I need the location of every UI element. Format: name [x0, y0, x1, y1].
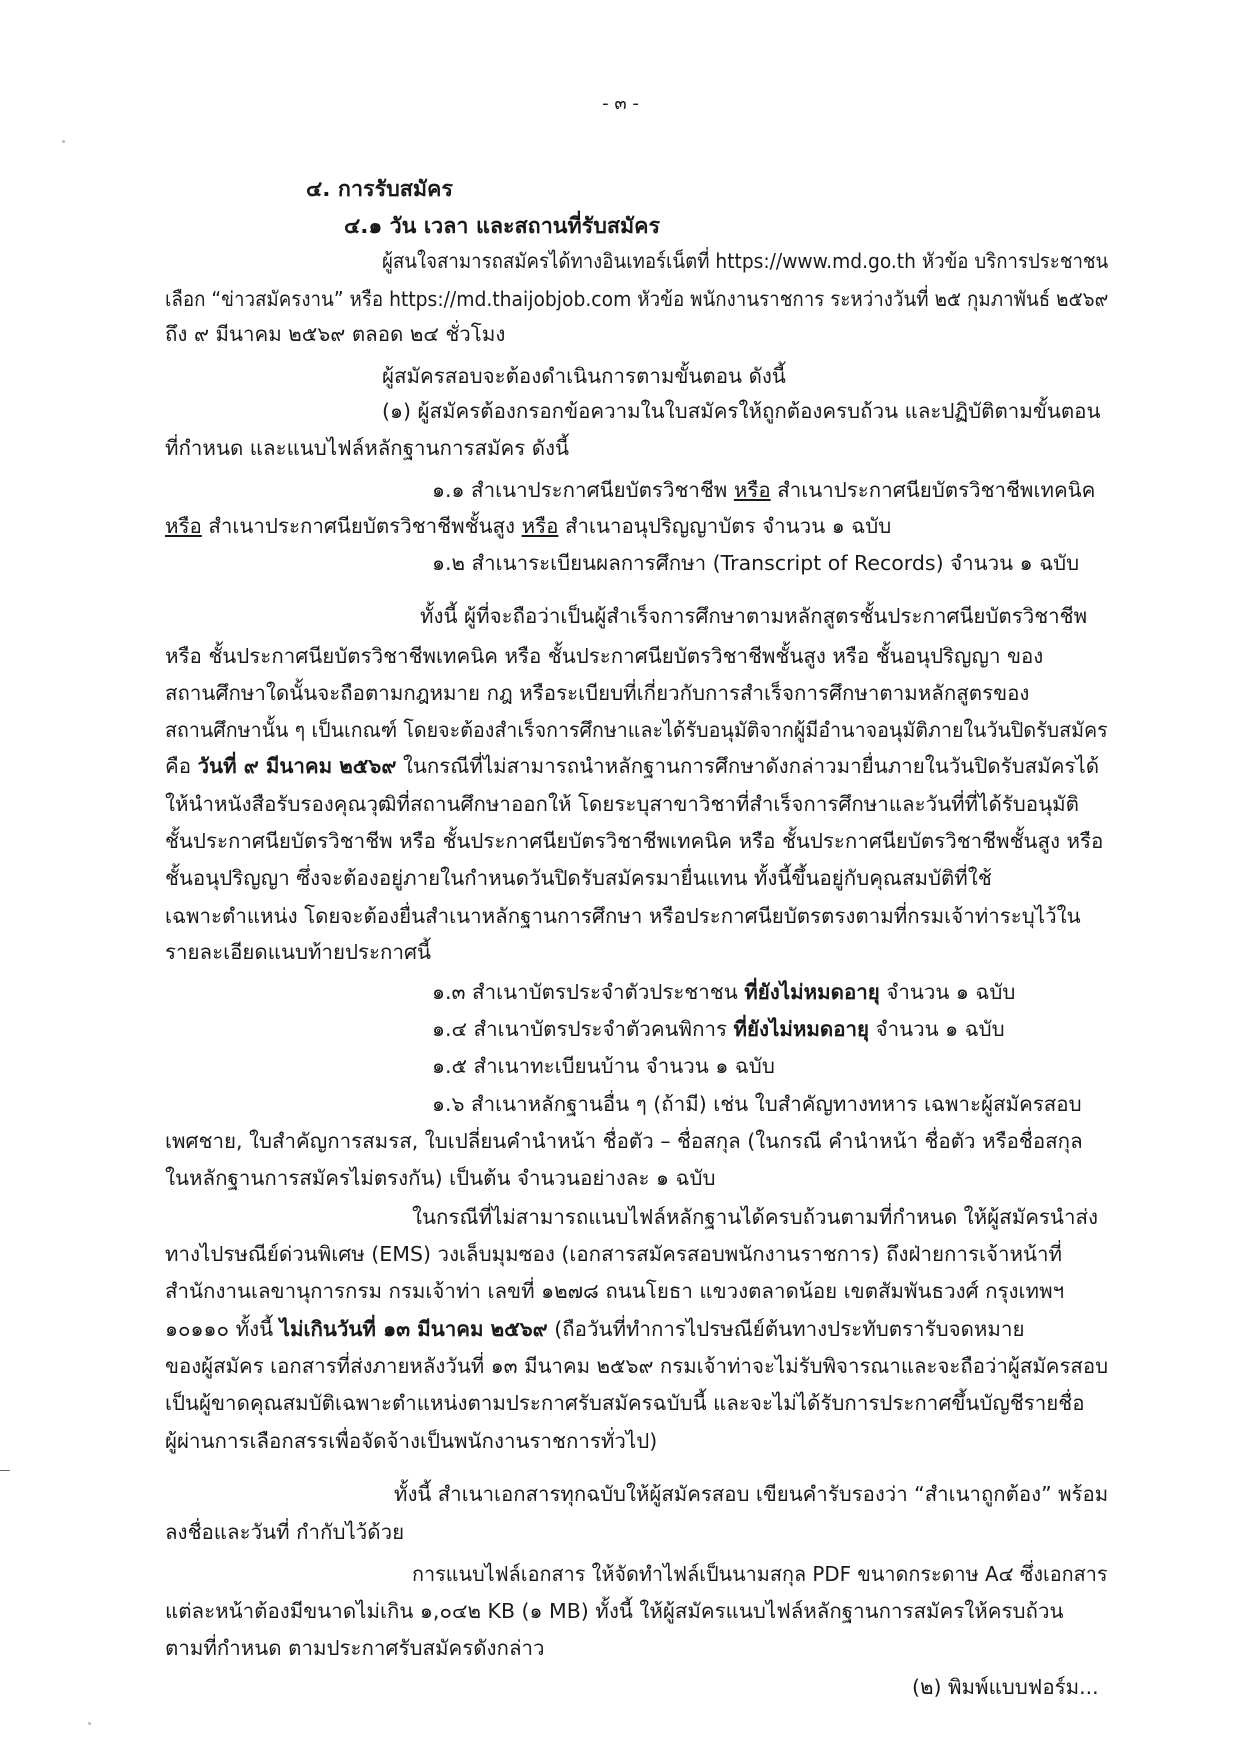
grad-line-6: ให้นำหนังสือรับรองคุณวุฒิที่สถานศึกษาออกให้ โดยระบุสาขาวิชาที่สำเร็จการศึกษาและวันที่ที่ได้รับอนุมัติ — [165, 792, 1079, 816]
ems-line-6: เป็นผู้ขาดคุณสมบัติเฉพาะตำแหน่งตามประกาศรับสมัครฉบับนี้ และจะไม่ได้รับการประกาศขึ้นบัญชีรายชื่อ — [165, 1391, 1085, 1415]
grad-line-5-a: คือ — [165, 754, 198, 778]
ems-line-1: ในกรณีที่ไม่สามารถแนบไฟล์หลักฐานได้ครบถ้วนตามที่กำหนด ให้ผู้สมัครนำส่ง — [412, 1205, 1098, 1229]
grad-line-8: ชั้นอนุปริญญา ซึ่งจะต้องอยู่ภายในกำหนดวันปิดรับสมัครมายื่นแทน ทั้งนี้ขึ้นอยู่กับคุณสมบัติที่ใช้ — [165, 866, 992, 890]
file-line-2: แต่ละหน้าต้องมีขนาดไม่เกิน ๑,๐๔๒ KB (๑ MB) ทั้งนี้ ให้ผู้สมัครแนบไฟล์หลักฐานการสมัครให้ครบถ้วน — [165, 1599, 1064, 1623]
ems-line-7: ผู้ผ่านการเลือกสรรเพื่อจัดจ้างเป็นพนักงานราชการทั่วไป) — [165, 1429, 658, 1453]
grad-line-9: เฉพาะตำแหน่ง โดยจะต้องยื่นสำเนาหลักฐานการศึกษา หรือประกาศนียบัตรตรงตามที่กรมเจ้าท่าระบุไว้ใน — [165, 904, 1081, 928]
intro-line-2: เลือก “ข่าวสมัครงาน” หรือ https://md.thaijobjob.com หัวข้อ พนักงานราชการ ระหว่างวันที่ ๒๕ กุมภาพันธ์ ๒๕๖๙ — [165, 287, 1109, 311]
page-number: - ๓ - — [602, 93, 639, 114]
file-line-3: ตามที่กำหนด ตามประกาศรับสมัครดังกล่าว — [165, 1636, 545, 1660]
continuation-note: (๒) พิมพ์แบบฟอร์ม... — [912, 1675, 1099, 1699]
grad-line-3: สถานศึกษาใดนั้นจะถือตามกฎหมาย กฎ หรือระเบียบที่เกี่ยวกับการสำเร็จการศึกษาตามหลักสูตรของ — [165, 681, 1030, 705]
scan-edge-mark — [0, 1470, 10, 1471]
item-1-6-line-1: ๑.๖ สำเนาหลักฐานอื่น ๆ (ถ้ามี) เช่น ใบสำคัญทางทหาร เฉพาะผู้สมัครสอบ — [432, 1092, 1082, 1116]
scan-speck — [62, 140, 65, 143]
item-1-3-c: จำนวน ๑ ฉบับ — [879, 980, 1016, 1004]
grad-line-5-c: ในกรณีที่ไม่สามารถนำหลักฐานการศึกษาดังกล่าวมายื่นภายในวันปิดรับสมัครได้ — [396, 754, 1100, 778]
item-1-1-or-1: หรือ — [733, 478, 771, 502]
step1-line-2: ที่กำหนด และแนบไฟล์หลักฐานการสมัคร ดังนี้ — [165, 436, 570, 460]
intro-line-1: ผู้สนใจสามารถสมัครได้ทางอินเทอร์เน็ตที่ https://www.md.go.th หัวข้อ บริการประชาชน — [382, 249, 1109, 273]
grad-line-5 — [165, 752, 1099, 780]
grad-line-1: ทั้งนี้ ผู้ที่จะถือว่าเป็นผู้สำเร็จการศึกษาตามหลักสูตรชั้นประกาศนียบัตรวิชาชีพ — [420, 604, 1088, 628]
ems-line-5: ของผู้สมัคร เอกสารที่ส่งภายหลังวันที่ ๑๓ มีนาคม ๒๕๖๙ กรมเจ้าท่าจะไม่รับพิจารณาและจะถือว่าผู้สมัครสอบ — [165, 1354, 1109, 1378]
ems-deadline: ไม่เกินวันที่ ๑๓ มีนาคม ๒๕๖๙ — [279, 1317, 548, 1341]
ems-line-3: สำนักงานเลขานุการกรม กรมเจ้าท่า เลขที่ ๑๒๗๘ ถนนโยธา แขวงตลาดน้อย เขตสัมพันธวงศ์ กรุงเทพฯ — [165, 1279, 1065, 1303]
item-1-1-text-c: สำเนาประกาศนียบัตรวิชาชีพชั้นสูง — [201, 514, 522, 538]
item-1-4-c: จำนวน ๑ ฉบับ — [869, 1017, 1005, 1041]
item-1-3 — [432, 978, 1015, 1006]
grad-line-10: รายละเอียดแนบท้ายประกาศนี้ — [165, 940, 432, 964]
item-1-3-b: ที่ยังไม่หมดอายุ — [744, 980, 880, 1004]
certify-line-2: ลงชื่อและวันที่ กำกับไว้ด้วย — [165, 1520, 405, 1544]
ems-line-4-a: ๑๐๑๑๐ ทั้งนี้ — [165, 1317, 280, 1341]
certify-line-1: ทั้งนี้ สำเนาเอกสารทุกฉบับให้ผู้สมัครสอบ เขียนคำรับรองว่า “สำเนาถูกต้อง” พร้อม — [394, 1482, 1109, 1506]
item-1-4-a: ๑.๔ สำเนาบัตรประจำตัวคนพิการ — [432, 1017, 734, 1041]
item-1-1-line-1 — [432, 476, 1095, 504]
ems-line-4 — [165, 1315, 1024, 1343]
step1-line-1: (๑) ผู้สมัครต้องกรอกข้อความในใบสมัครให้ถูกต้องครบถ้วน และปฏิบัติตามขั้นตอน — [382, 399, 1101, 423]
item-1-1-text-b: สำเนาประกาศนียบัตรวิชาชีพเทคนิค — [770, 478, 1096, 502]
item-1-5: ๑.๕ สำเนาทะเบียนบ้าน จำนวน ๑ ฉบับ — [432, 1054, 775, 1078]
item-1-3-a: ๑.๓ สำเนาบัตรประจำตัวประชาชน — [432, 980, 745, 1004]
ems-line-2: ทางไปรษณีย์ด่วนพิเศษ (EMS) วงเล็บมุมซอง (เอกสารสมัครสอบพนักงานราชการ) ถึงฝ่ายการเจ้าหน้าที่ — [165, 1242, 1063, 1266]
subsection-title: ๔.๑ วัน เวลา และสถานที่รับสมัคร — [344, 214, 661, 239]
intro-line-3: ถึง ๙ มีนาคม ๒๕๖๙ ตลอด ๒๔ ชั่วโมง — [165, 322, 506, 346]
item-1-1-line-2 — [165, 512, 891, 540]
steps-intro: ผู้สมัครสอบจะต้องดำเนินการตามขั้นตอน ดังนี้ — [382, 364, 786, 388]
item-1-1-or-3: หรือ — [521, 514, 559, 538]
item-1-1-text-a: ๑.๑ สำเนาประกาศนียบัตรวิชาชีพ — [432, 478, 734, 502]
ems-line-4-c: (ถือวันที่ทำการไปรษณีย์ต้นทางประทับตรารับจดหมาย — [547, 1317, 1025, 1341]
grad-line-7: ชั้นประกาศนียบัตรวิชาชีพ หรือ ชั้นประกาศนียบัตรวิชาชีพเทคนิค หรือ ชั้นประกาศนียบัตรวิชาชีพชั้นสูง หรือ — [165, 829, 1104, 853]
item-1-2: ๑.๒ สำเนาระเบียนผลการศึกษา (Transcript of Records) จำนวน ๑ ฉบับ — [432, 551, 1080, 575]
section-title: ๔. การรับสมัคร — [306, 177, 453, 202]
file-line-1: การแนบไฟล์เอกสาร ให้จัดทำไฟล์เป็นนามสกุล PDF ขนาดกระดาษ A๔ ซึ่งเอกสาร — [412, 1562, 1108, 1586]
item-1-6-line-2: เพศชาย, ใบสำคัญการสมรส, ใบเปลี่ยนคำนำหน้า ชื่อตัว – ชื่อสกุล (ในกรณี คำนำหน้า ชื่อตัว หรือชื่อสกุล — [165, 1129, 1083, 1153]
grad-line-4: สถานศึกษานั้น ๆ เป็นเกณฑ์ โดยจะต้องสำเร็จการศึกษาและได้รับอนุมัติจากผู้มีอำนาจอนุมัติภายในวันปิดรับสมัคร — [165, 718, 1108, 742]
item-1-1-or-2: หรือ — [165, 514, 202, 538]
grad-line-2: หรือ ชั้นประกาศนียบัตรวิชาชีพเทคนิค หรือ ชั้นประกาศนียบัตรวิชาชีพชั้นสูง หรือ ชั้นอนุปริญญา ของ — [165, 644, 1044, 668]
item-1-4-b: ที่ยังไม่หมดอายุ — [733, 1017, 870, 1041]
item-1-1-text-d: สำเนาอนุปริญญาบัตร จำนวน ๑ ฉบับ — [558, 514, 892, 538]
item-1-4 — [432, 1015, 1005, 1043]
closing-date: วันที่ ๙ มีนาคม ๒๕๖๙ — [197, 754, 397, 778]
scan-speck — [88, 1722, 91, 1725]
item-1-6-line-3: ในหลักฐานการสมัครไม่ตรงกัน) เป็นต้น จำนวนอย่างละ ๑ ฉบับ — [165, 1166, 716, 1190]
